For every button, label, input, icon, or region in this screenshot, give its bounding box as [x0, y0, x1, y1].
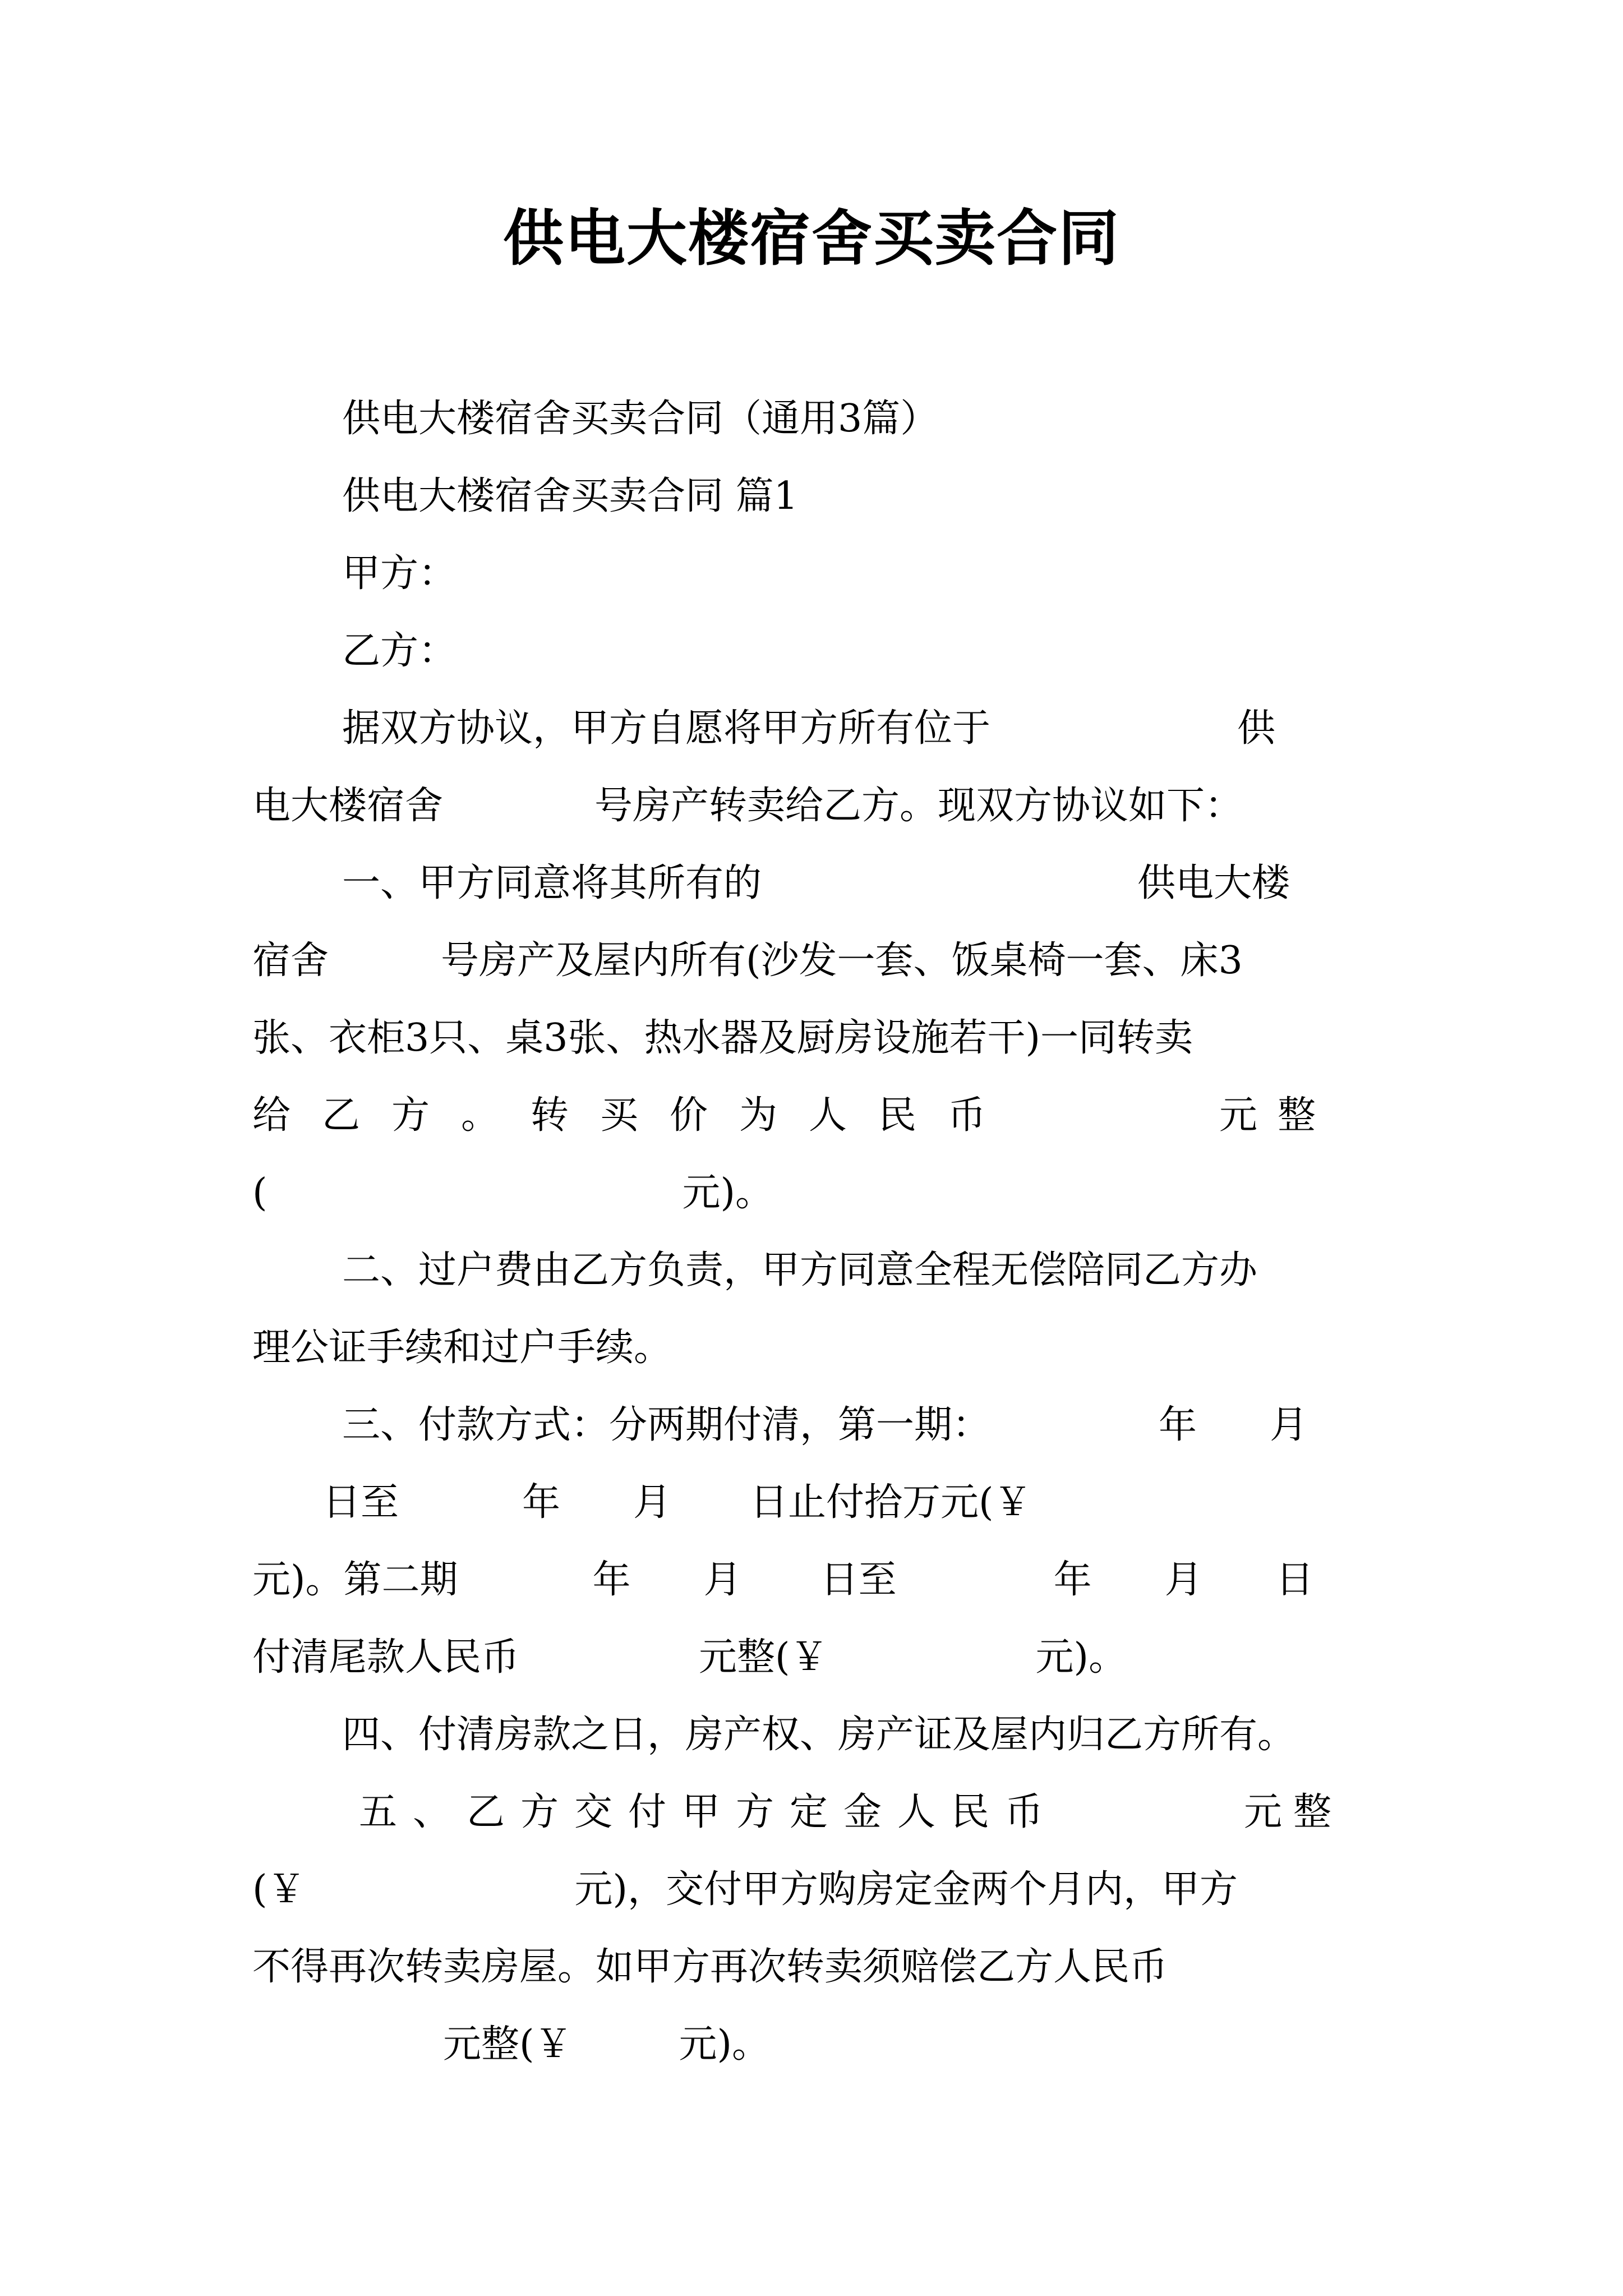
clause-2-line-1: 二、过户费由乙方负责，甲方同意全程无偿陪同乙方办: [342, 1248, 1258, 1292]
intro-line-1: 据双方协议，甲方自愿将甲方所有位于 供: [342, 706, 1276, 751]
clause-5-line-4: 元整(￥ 元)。: [443, 2022, 771, 2067]
clause-3-line-2: 日至 年 月 日止付拾万元(￥: [322, 1480, 1032, 1525]
intro-line-2: 电大楼宿舍 号房产转卖给乙方。现双方协议如下：: [252, 784, 1243, 828]
clause-3-line-1: 三、付款方式：分两期付清，第一期： 年 月: [342, 1403, 1308, 1447]
clause-2-line-2: 理公证手续和过户手续。: [252, 1326, 672, 1370]
document-body: [252, 380, 1385, 2083]
clause-3-line-3: 元)。第二期 年 月 日至 年 月 日: [252, 1558, 1314, 1602]
document-title: 供电大楼宿舍买卖合同: [502, 203, 1120, 274]
clause-1-line-1: 一、甲方同意将其所有的 供电大楼: [342, 861, 1290, 905]
clause-1-line-3: 张、衣柜3只、桌3张、热水器及厨房设施若干)一同转卖: [252, 1016, 1193, 1060]
party-a-line: 甲方：: [342, 551, 457, 596]
clause-4-line-1: 四、付清房款之日，房产权、房产证及屋内归乙方所有。: [342, 1713, 1296, 1757]
clause-1-line-5: ( 元)。: [252, 1171, 774, 1215]
clause-5-line-1: 五、乙方交付甲方定金人民币 元整: [359, 1790, 1343, 1834]
clause-1-line-2: 宿舍 号房产及屋内所有(沙发一套、饭桌椅一套、床3: [252, 938, 1243, 983]
clause-5-line-3: 不得再次转卖房屋。如甲方再次转卖须赔偿乙方人民币: [252, 1945, 1168, 1989]
party-b-line: 乙方：: [342, 629, 457, 673]
section-heading: 供电大楼宿舍买卖合同 篇1: [342, 474, 798, 518]
clause-3-line-4: 付清尾款人民币 元整(￥ 元)。: [252, 1635, 1127, 1680]
clause-5-line-2: (￥ 元)，交付甲方购房定金两个月内，甲方: [252, 1867, 1238, 1912]
subtitle: 供电大楼宿舍买卖合同（通用3篇）: [342, 397, 939, 441]
clause-1-line-4: 给乙方。转买价为人民币 元整: [252, 1093, 1336, 1138]
